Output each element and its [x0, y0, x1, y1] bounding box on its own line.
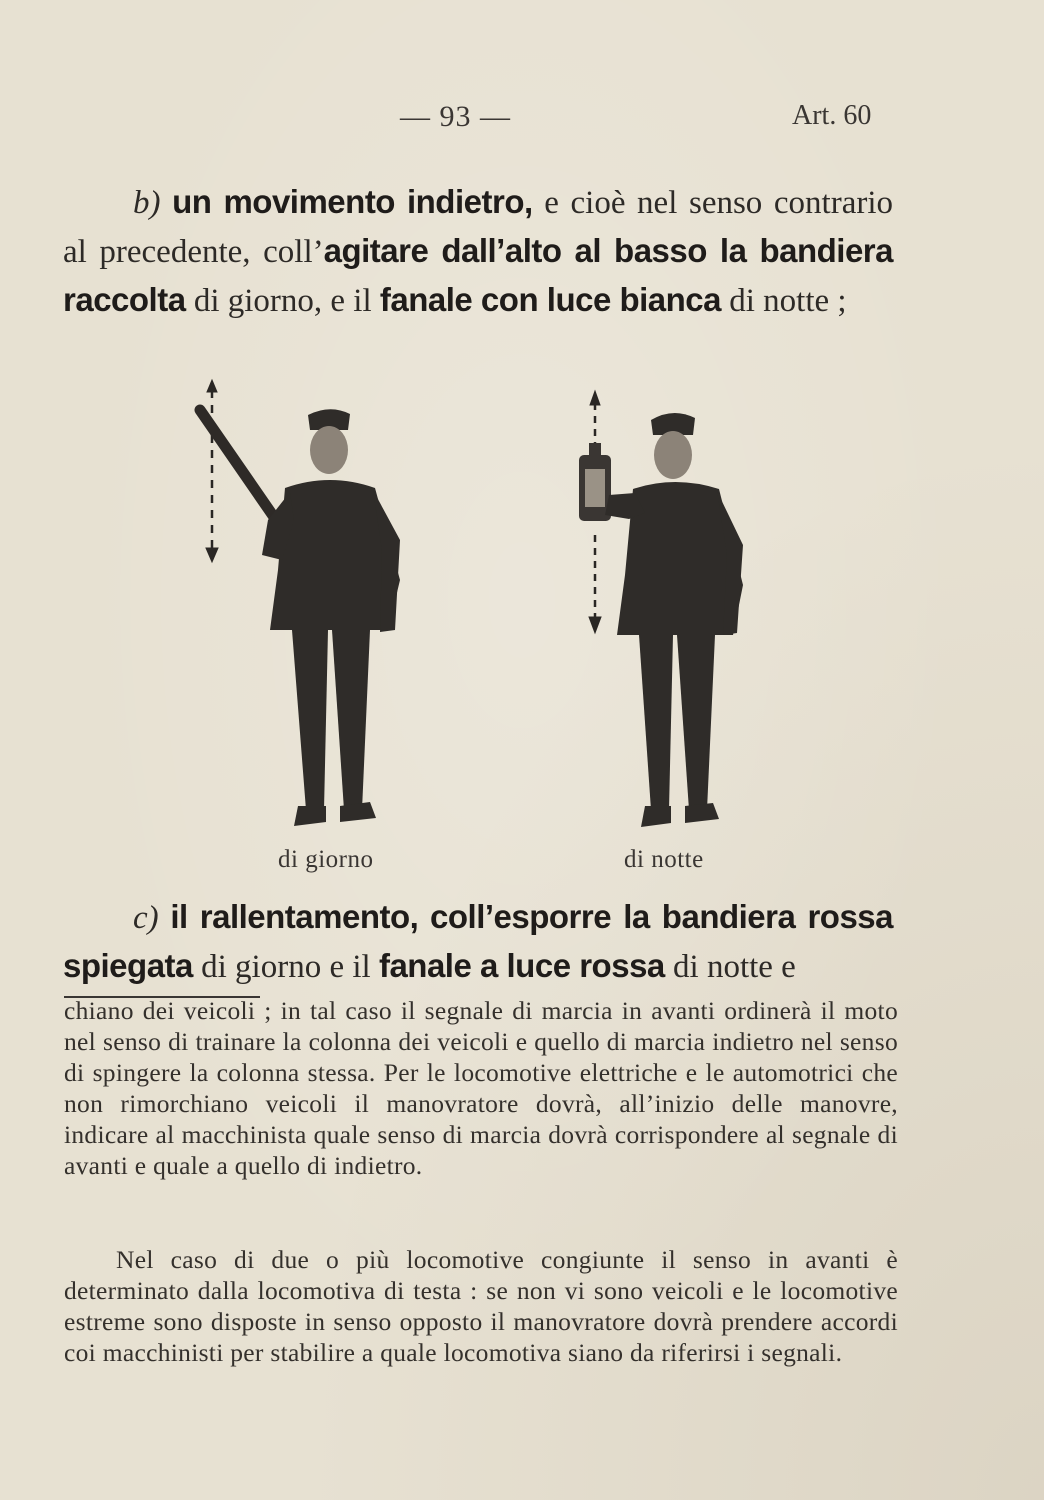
body-text: di notte ;: [721, 283, 847, 319]
bold-phrase: fanale con luce bianca: [379, 281, 722, 318]
footnote-paragraph-2: [64, 1244, 898, 1368]
bold-phrase: il rallentamento,: [170, 898, 419, 935]
body-text: di giorno e il: [192, 949, 379, 985]
body-text: [418, 900, 430, 936]
article-reference: Art. 60: [792, 100, 872, 131]
bold-phrase: agitare dall’alto al basso la bandiera raccolta: [63, 232, 893, 318]
caption-day: di giorno: [278, 846, 374, 873]
body-text: di giorno, e il: [185, 283, 380, 319]
figure-night-signal: [565, 385, 805, 845]
figure-day-signal: [190, 370, 430, 840]
bold-phrase: fanale a luce rossa: [378, 947, 665, 984]
page-number: — 93 —: [400, 100, 511, 133]
paragraph-c: [63, 893, 893, 991]
page-header: [0, 100, 1044, 140]
body-text: di notte e: [664, 949, 796, 985]
item-label: b): [133, 185, 161, 221]
bold-phrase: coll’esporre la bandiera rossa spiegata: [63, 898, 894, 984]
signalman-figure: [262, 409, 400, 826]
body-text: e cioè nel senso contrario al precedente, coll’: [63, 185, 894, 270]
footnote-paragraph-1: chiano dei veicoli ; in tal caso il segnale di marcia in avanti ordinerà il moto nel senso di trainare la colonna dei veicoli e quello di marcia indietro nel senso di spingere la colonna stessa. Per le locomotive elettriche e le automotrici che non rimorchiano veicoli il manovratore dovrà, all’inizio delle manovre, indicare al macchinista quale senso di marcia dovrà corrispondere al segnale di avanti e quale a quello di indietro.: [64, 996, 898, 1180]
paragraph-b: [63, 178, 893, 325]
footnote-text: Nel caso di due o più locomotive congiunte il senso in avanti è determinato dalla locomotiva di testa : se non vi sono veicoli e le locomotive estreme sono disposte in senso opposto il manovratore dovrà prendere accordi coi macchinisti per stabilire a quale locomotiva siano da riferirsi i segnali.: [64, 1245, 898, 1367]
motion-arrow-icon: [206, 380, 218, 562]
item-label: c): [133, 900, 159, 936]
caption-night: di notte: [624, 846, 704, 873]
signalman-figure: [605, 413, 743, 827]
bold-phrase: un movimento indietro,: [172, 183, 533, 220]
